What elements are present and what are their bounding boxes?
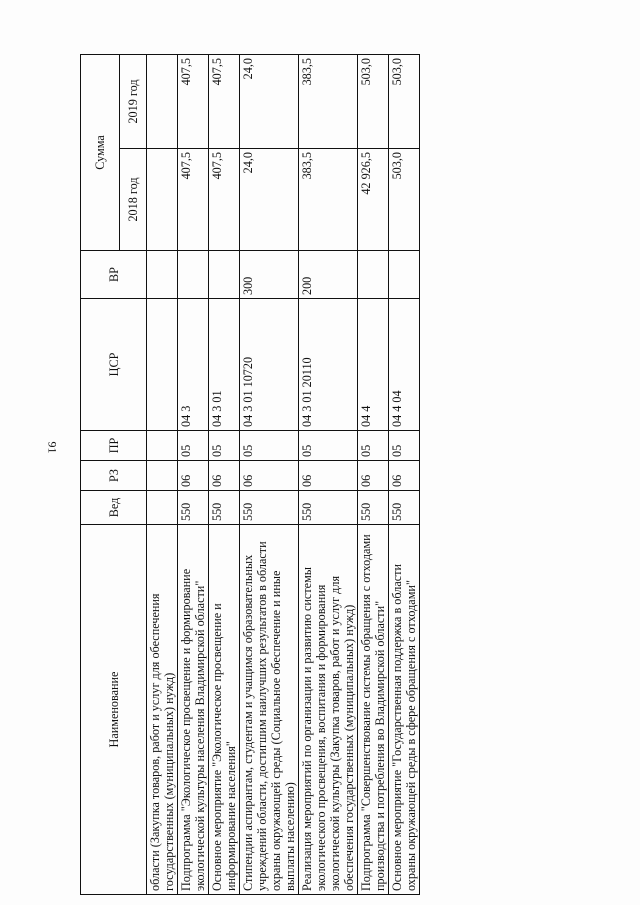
cell-sum-2018: 503,0	[389, 149, 420, 251]
cell-csr: 04 3 01 10720	[240, 299, 299, 431]
cell-vr	[178, 251, 209, 299]
cell-sum-2019: 24,0	[240, 54, 299, 148]
cell-pr: 05	[389, 431, 420, 461]
table-row	[147, 54, 178, 894]
page-number: 91	[45, 441, 60, 454]
cell-vr	[389, 251, 420, 299]
cell-sum-2018: 24,0	[240, 149, 299, 251]
cell-sum-2019: 503,0	[389, 54, 420, 148]
cell-sum-2018: 42 926,5	[358, 149, 389, 251]
table-row	[209, 54, 240, 894]
cell-pr: 05	[240, 431, 299, 461]
table-row	[178, 54, 209, 894]
budget-table	[80, 54, 420, 895]
header-name: Наименование	[81, 525, 147, 895]
cell-rz: 06	[299, 461, 358, 491]
cell-ved: 550	[209, 491, 240, 525]
cell-sum-2018: 407,5	[178, 149, 209, 251]
header-2019: 2019 год	[120, 54, 147, 148]
cell-sum-2019: 383,5	[299, 54, 358, 148]
cell-csr: 04 4 04	[389, 299, 420, 431]
cell-pr: 05	[209, 431, 240, 461]
cell-vr: 200	[299, 251, 358, 299]
cell-vr: 300	[240, 251, 299, 299]
cell-ved: 550	[389, 491, 420, 525]
cell-name: Основное мероприятие "Экологическое просвещение и информирование населения"	[209, 525, 240, 895]
table-row	[389, 54, 420, 894]
cell-name: Стипендии аспирантам, студентам и учащимся образовательных учреждений области, достигшим наилучших результатов в области охраны окружающей среды (Социальное обеспечение и иные выплаты населению)	[240, 525, 299, 895]
cell-vr	[358, 251, 389, 299]
cell-rz: 06	[389, 461, 420, 491]
cell-rz: 06	[209, 461, 240, 491]
cell-pr	[147, 431, 178, 461]
cell-ved	[147, 491, 178, 525]
header-rz: РЗ	[81, 461, 147, 491]
cell-ved: 550	[358, 491, 389, 525]
cell-csr: 04 3	[178, 299, 209, 431]
cell-vr	[147, 251, 178, 299]
cell-ved: 550	[240, 491, 299, 525]
cell-rz	[147, 461, 178, 491]
header-csr: ЦСР	[81, 299, 147, 431]
cell-rz: 06	[358, 461, 389, 491]
cell-ved: 550	[178, 491, 209, 525]
cell-csr: 04 4	[358, 299, 389, 431]
cell-rz: 06	[178, 461, 209, 491]
cell-sum-2018: 383,5	[299, 149, 358, 251]
table-row	[358, 54, 389, 894]
header-row	[81, 54, 120, 894]
header-2018: 2018 год	[120, 149, 147, 251]
cell-name: области (Закупка товаров, работ и услуг для обеспечения государственных (муниципальных) нужд)	[147, 525, 178, 895]
cell-csr: 04 3 01 20110	[299, 299, 358, 431]
cell-sum-2019: 503,0	[358, 54, 389, 148]
cell-ved: 550	[299, 491, 358, 525]
cell-csr: 04 3 01	[209, 299, 240, 431]
cell-rz: 06	[240, 461, 299, 491]
header-pr: ПР	[81, 431, 147, 461]
cell-csr	[147, 299, 178, 431]
header-sum: Сумма	[81, 54, 120, 250]
cell-sum-2019	[147, 54, 178, 148]
header-vr: ВР	[81, 251, 147, 299]
table-body	[147, 54, 420, 894]
cell-name: Реализация мероприятий по организации и развитию системы экологического просвещения, воспитания и формирования экологической культуры (Закупка товаров, работ и услуг для обеспечения государственных (муниципальных) нужд)	[299, 525, 358, 895]
cell-pr: 05	[178, 431, 209, 461]
header-ved: Вед	[81, 491, 147, 525]
cell-name: Подпрограмма "Совершенствование системы обращения с отходами производства и потребления во Владимирской области"	[358, 525, 389, 895]
cell-vr	[209, 251, 240, 299]
table-row	[299, 54, 358, 894]
cell-sum-2018: 407,5	[209, 149, 240, 251]
table-row	[240, 54, 299, 894]
cell-sum-2019: 407,5	[178, 54, 209, 148]
cell-pr: 05	[299, 431, 358, 461]
cell-sum-2019: 407,5	[209, 54, 240, 148]
cell-name: Основное мероприятие "Государственная поддержка в области охраны окружающей среды в сфере обращения с отходами"	[389, 525, 420, 895]
budget-table-rotated	[80, 54, 420, 895]
cell-name: Подпрограмма "Экологическое просвещение и формирование экологической культуры населения Владимирской области"	[178, 525, 209, 895]
cell-pr: 05	[358, 431, 389, 461]
cell-sum-2018	[147, 149, 178, 251]
